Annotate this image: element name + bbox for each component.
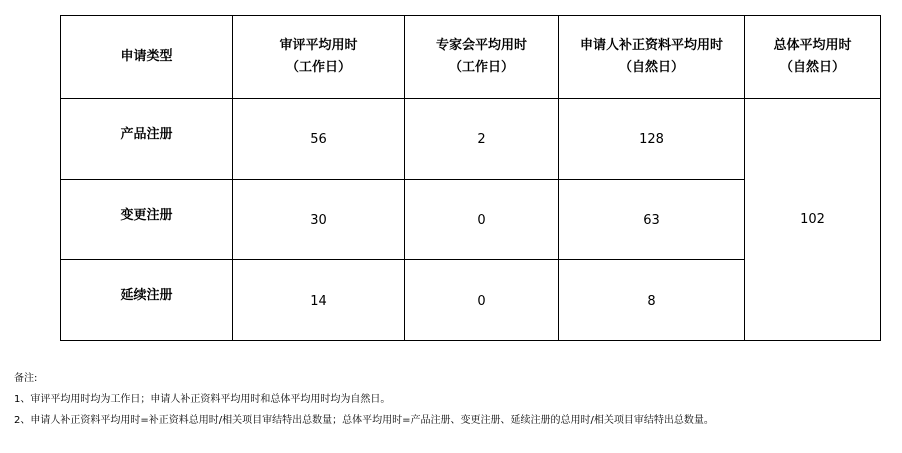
header-review-time-label: 审评平均用时 [279, 38, 358, 53]
row-type-cell: 延续注册 [61, 260, 233, 341]
header-application-type-label: 申请类型 [120, 49, 173, 64]
header-overall-time [745, 16, 881, 99]
notes-section [14, 368, 894, 431]
header-expert-meeting-time [405, 16, 559, 99]
note-item: 2、申请人补正资料平均用时=补正资料总用时/相关项目审结特出总数量；总体平均用时=产品注册、变更注册、延续注册的总用时/相关项目审结特出总数量。 [14, 415, 714, 426]
notes-title: 备注: [14, 373, 38, 384]
overall-time-cell: 102 [745, 99, 881, 341]
header-overall-time-label: 总体平均用时 [773, 38, 852, 53]
row-type-cell: 变更注册 [61, 179, 233, 260]
header-overall-time-unit: （自然日） [779, 60, 845, 75]
review-time-cell: 30 [233, 179, 405, 260]
table-header-row [61, 16, 881, 99]
review-time-cell: 56 [233, 99, 405, 180]
header-supplement-time-label: 申请人补正资料平均用时 [579, 38, 723, 53]
supplement-time-cell: 63 [559, 179, 745, 260]
header-supplement-time-unit: （自然日） [618, 60, 684, 75]
header-application-type [61, 16, 233, 99]
table-row [61, 99, 881, 180]
note-item: 1、审评平均用时均为工作日；申请人补正资料平均用时和总体平均用时均为自然日。 [14, 394, 391, 405]
expert-time-cell: 0 [405, 179, 559, 260]
supplement-time-cell: 8 [559, 260, 745, 341]
header-review-time-unit: （工作日） [285, 60, 351, 75]
expert-time-cell: 0 [405, 260, 559, 341]
header-expert-meeting-time-label: 专家会平均用时 [435, 38, 527, 53]
registration-time-table [60, 15, 881, 341]
review-time-cell: 14 [233, 260, 405, 341]
header-expert-meeting-time-unit: （工作日） [448, 60, 514, 75]
header-supplement-time [559, 16, 745, 99]
row-type-cell: 产品注册 [61, 99, 233, 180]
expert-time-cell: 2 [405, 99, 559, 180]
header-review-time [233, 16, 405, 99]
supplement-time-cell: 128 [559, 99, 745, 180]
